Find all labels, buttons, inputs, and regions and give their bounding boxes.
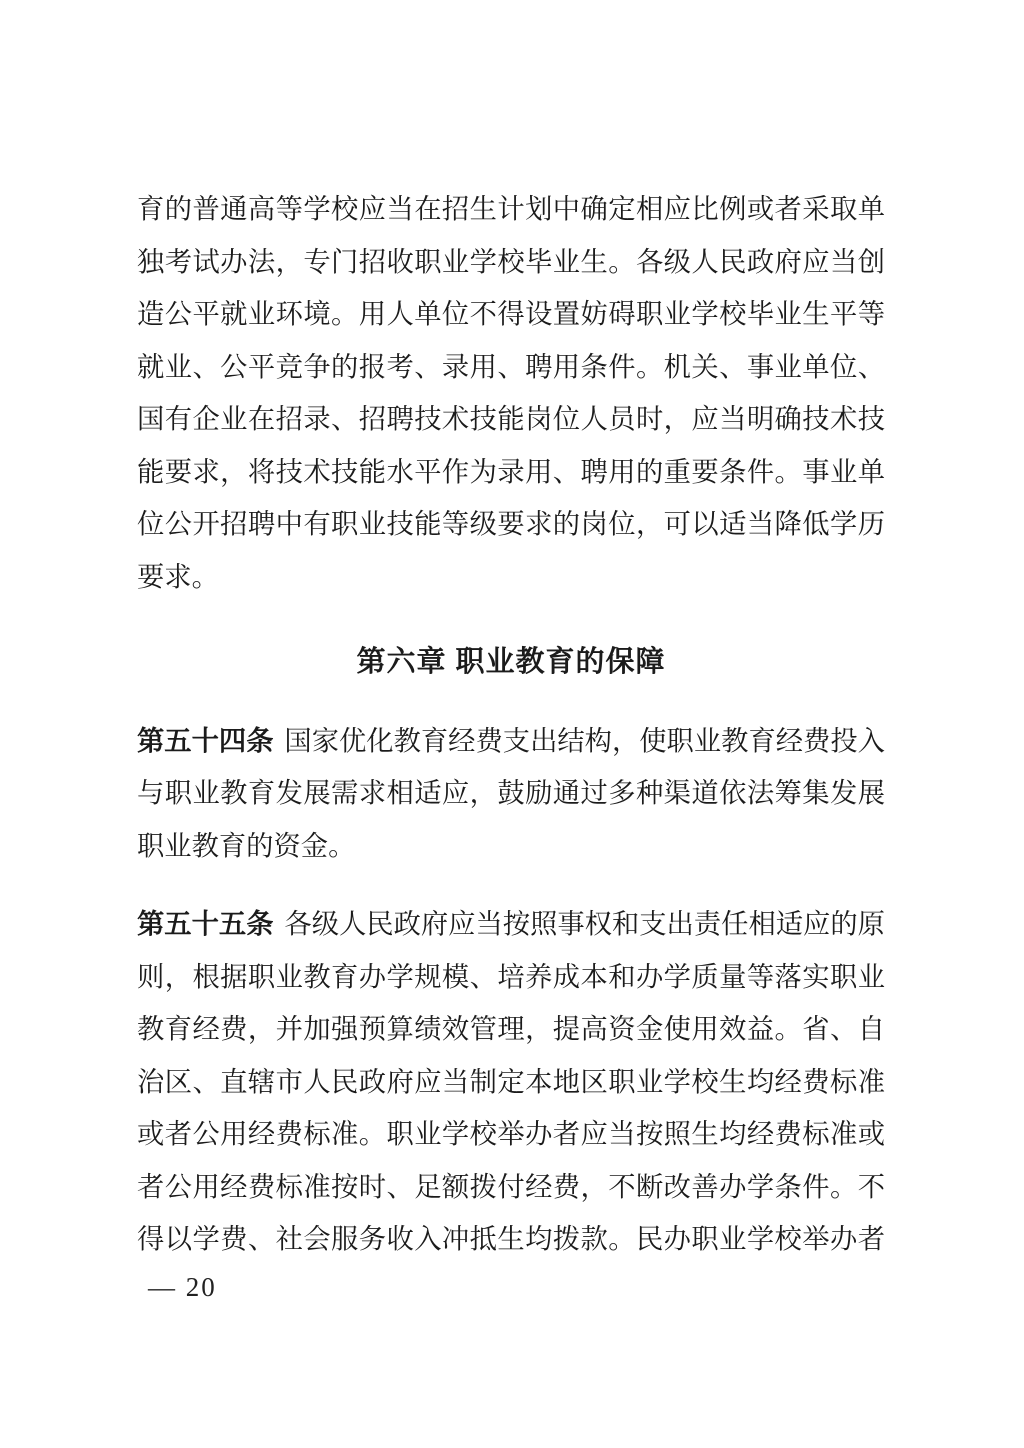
text-line: 治 区 、 直 辖 市 人 民 政 府 应 当 制 定 本 地 区 职 业 学 校 生 均 经 费 标 准	[137, 1066, 885, 1097]
text-line: 第 五 十 四 条 国 家 优 化 教 育 经 费 支 出 结 构 ， 使 职 业 教 育 经 费 投 入	[137, 725, 885, 756]
text-line: 职业教育的资金。	[137, 830, 356, 861]
text-line: 独 考 试 办 法 ， 专 门 招 收 职 业 学 校 毕 业 生 。 各 级 人 民 政 府 应 当 创	[137, 246, 885, 277]
page-number: — 20	[148, 1272, 217, 1302]
text-line: 或 者 公 用 经 费 标 准 。 职 业 学 校 举 办 者 应 当 按 照 生 均 经 费 标 准 或	[137, 1119, 885, 1149]
text-line: 国 有 企 业 在 招 录 、 招 聘 技 术 技 能 岗 位 人 员 时 ， 应 当 明 确 技 术 技	[137, 404, 885, 434]
text-line: 第 五 十 五 条 各 级 人 民 政 府 应 当 按 照 事 权 和 支 出 责 任 相 适 应 的 原	[137, 909, 885, 939]
text-line: 要求。	[137, 561, 219, 592]
text-line: 就 业 、 公 平 竞 争 的 报 考 、 录 用 、 聘 用 条 件 。 机 关 、 事 业 单 位 、	[137, 351, 885, 382]
article-55	[137, 898, 885, 1266]
text-line: 教 育 经 费 ， 并 加 强 预 算 绩 效 管 理 ， 提 高 资 金 使 用 效 益 。 省 、 自	[137, 1014, 885, 1044]
document-body	[137, 183, 885, 1266]
text-line: 与 职 业 教 育 发 展 需 求 相 适 应 ， 鼓 励 通 过 多 种 渠 道 依 法 筹 集 发 展	[137, 778, 885, 808]
text-line: 能 要 求 ， 将 技 术 技 能 水 平 作 为 录 用 、 聘 用 的 重 要 条 件 。 事 业 单	[137, 456, 885, 487]
text-line: 造 公 平 就 业 环 境 。 用 人 单 位 不 得 设 置 妨 碍 职 业 学 校 毕 业 生 平 等	[137, 299, 885, 329]
text-line: 得 以 学 费 、 社 会 服 务 收 入 冲 抵 生 均 拨 款 。 民 办 职 业 学 校 举 办 者	[137, 1224, 885, 1254]
text-line: 则 ， 根 据 职 业 教 育 办 学 规 模 、 培 养 成 本 和 办 学 质 量 等 落 实 职 业	[137, 961, 885, 992]
text-line: 位 公 开 招 聘 中 有 职 业 技 能 等 级 要 求 的 岗 位 ， 可 以 适 当 降 低 学 历	[137, 509, 885, 539]
chapter-heading-line: 第六章 职业教育的保障	[356, 646, 666, 678]
article-54	[137, 715, 885, 873]
chapter-heading	[137, 636, 885, 689]
text-line: 育 的 普 通 高 等 学 校 应 当 在 招 生 计 划 中 确 定 相 应 比 例 或 者 采 取 单	[137, 194, 885, 224]
paragraph-continued-article-53	[137, 183, 885, 603]
text-line: 者 公 用 经 费 标 准 按 时 、 足 额 拨 付 经 费 ， 不 断 改 善 办 学 条 件 。 不	[137, 1171, 885, 1202]
